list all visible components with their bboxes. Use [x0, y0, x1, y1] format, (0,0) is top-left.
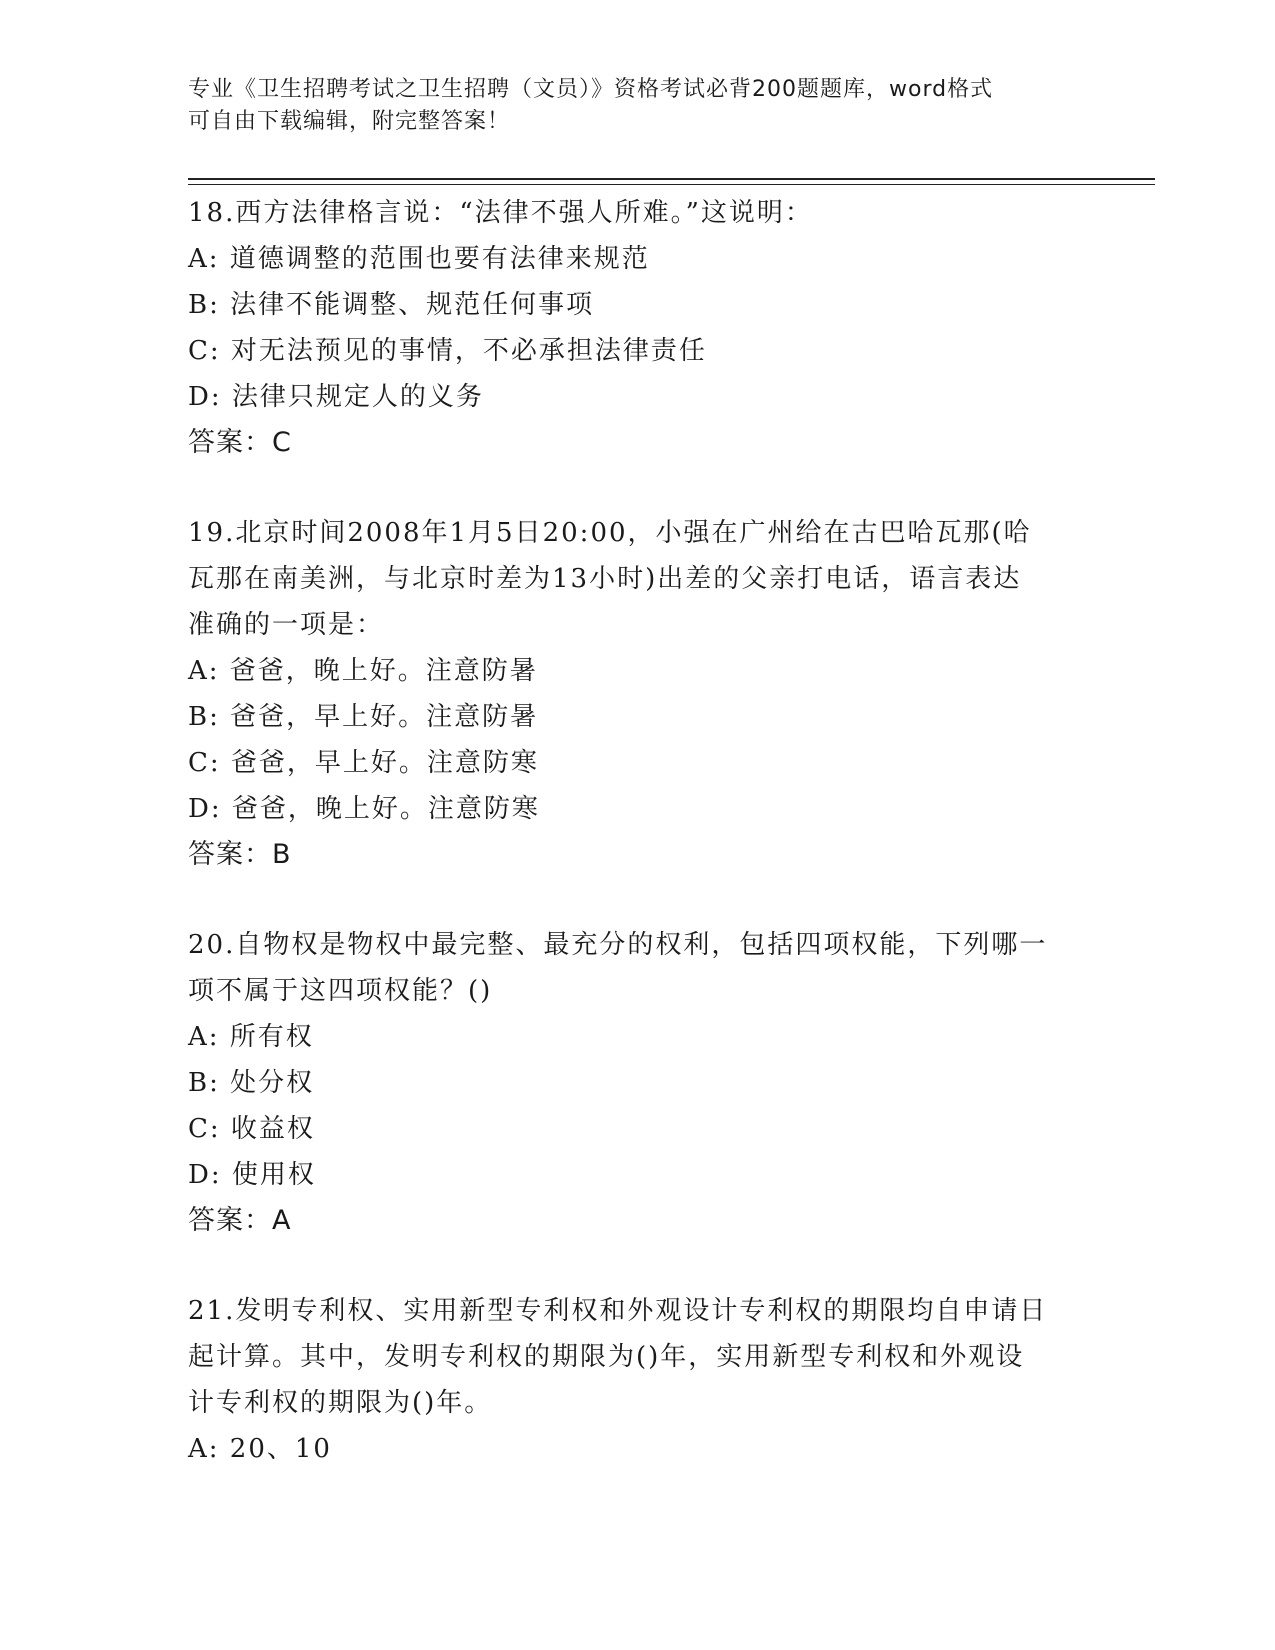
option-c: C: 对无法预见的事情，不必承担法律责任	[188, 336, 707, 366]
question-stem	[188, 1288, 1088, 1426]
question-19	[188, 510, 1088, 878]
header-divider-thick	[188, 178, 1155, 180]
option-b: B: 法律不能调整、规范任何事项	[188, 290, 595, 320]
answer-line: 答案：C	[188, 427, 292, 458]
question-stem	[188, 922, 1088, 1014]
header-divider-thin	[188, 184, 1155, 185]
option-d: D: 法律只规定人的义务	[188, 382, 484, 412]
document-header	[188, 74, 1068, 138]
option-c: C: 收益权	[188, 1114, 315, 1144]
option-c: C: 爸爸，早上好。注意防寒	[188, 748, 539, 778]
option-d: D: 使用权	[188, 1160, 316, 1190]
stem-line: 计专利权的期限为()年。	[188, 1388, 493, 1418]
stem-line: 21.发明专利权、实用新型专利权和外观设计专利权的期限均自申请日	[188, 1296, 1048, 1326]
question-21	[188, 1288, 1088, 1472]
stem-line: 18.西方法律格言说：“法律不强人所难。”这说明：	[188, 198, 813, 228]
header-line-2: 可自由下载编辑，附完整答案！	[188, 109, 511, 134]
stem-line: 项不属于这四项权能？()	[188, 976, 493, 1006]
stem-line: 瓦那在南美洲，与北京时差为13小时)出差的父亲打电话，语言表达	[188, 564, 1022, 594]
answer-line: 答案：A	[188, 1205, 292, 1236]
option-b: B: 处分权	[188, 1068, 315, 1098]
question-list	[188, 190, 1088, 1472]
option-a: A: 爸爸，晚上好。注意防暑	[188, 656, 538, 686]
stem-line: 准确的一项是：	[188, 610, 385, 640]
stem-line: 起计算。其中，发明专利权的期限为()年，实用新型专利权和外观设	[188, 1342, 1025, 1372]
option-a: A: 所有权	[188, 1022, 314, 1052]
option-d: D: 爸爸，晚上好。注意防寒	[188, 794, 540, 824]
stem-line: 20.自物权是物权中最完整、最充分的权利，包括四项权能，下列哪一	[188, 930, 1048, 960]
option-a: A: 20、10	[188, 1434, 332, 1464]
header-line-1: 专业《卫生招聘考试之卫生招聘（文员）》资格考试必背200题题库，word格式	[188, 77, 994, 102]
option-a: A: 道德调整的范围也要有法律来规范	[188, 244, 650, 274]
question-18	[188, 190, 1088, 466]
question-stem	[188, 190, 1088, 236]
answer-line: 答案：B	[188, 839, 292, 870]
stem-line: 19.北京时间2008年1月5日20:00，小强在广州给在古巴哈瓦那(哈	[188, 518, 1032, 548]
question-stem	[188, 510, 1088, 648]
question-20	[188, 922, 1088, 1244]
option-b: B: 爸爸，早上好。注意防暑	[188, 702, 539, 732]
